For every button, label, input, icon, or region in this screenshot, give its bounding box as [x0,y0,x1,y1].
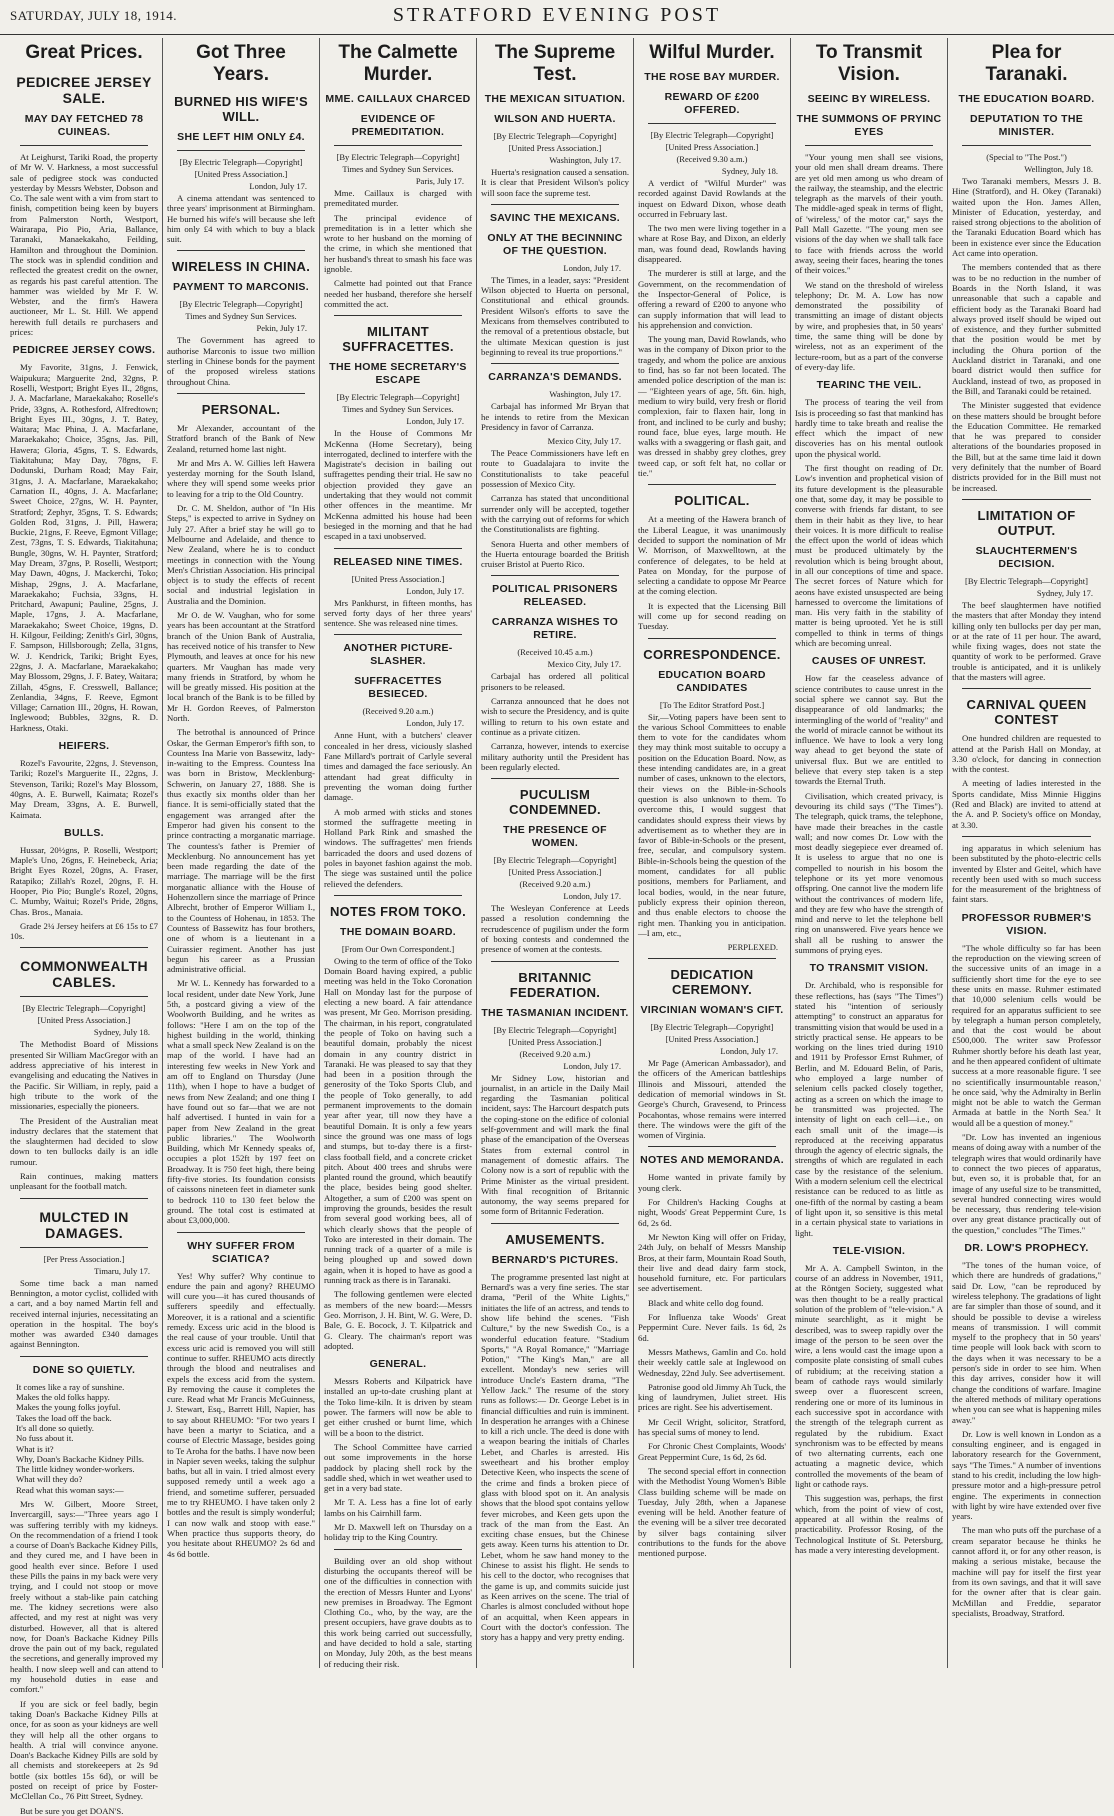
dateline: [By Electric Telegraph—Copyright] [336,152,460,162]
article-paragraph: Mme. Caillaux is charged with premeditated murder. [324,188,472,209]
column-rule [20,996,148,997]
article-paragraph: The beef slaughtermen have notified the masters that after Monday they intend killing only ten bullocks per day per man, or at the rate of 11 per hour. The award, while fixing wages, does not state the quantity of work to be performed. Grave trouble is anticipated, and it is unlikely that the masters will agree. [952,599,1101,682]
column-7 [948,38,1105,1668]
subheading: SHE LEFT HIM ONLY £4. [177,131,305,143]
article-paragraph: Carranza, however, intends to exercise military authority until the President has been regularly elected. [481,741,629,772]
article-paragraph: "Your young men shall see visions, your old men shall dream dreams. There are yet old men among us who dream of the railway, the steamship, and the electric telegraph as the marvels of their youth. The middle-aged speak in terms of flight, of 'wireless,' of the motor car," says the Pall Mall Gazette. "The young men see visions of the day when we shall talk face to face with friends across the world away, seeing their faces, hearing the tones of their voices." [795,152,943,276]
dateline: London, July 17. [563,891,621,902]
article-paragraph: Some time back a man named Bennington, a motor cyclist, collided with a cart, and a boy named Martin fell and received internal injuries, necessitating an operation in the hospital. The boy's mother was awarded £340 damages against Bennington. [10,1277,158,1350]
column-1 [6,38,163,1816]
column-rule [334,634,462,635]
article-paragraph: The following gentlemen were elected as members of the new board:—Messrs Geo. Morrison, J. H. Bint, W. G. Were, D. Bale, G. E. Bocock, J. T. Kilpatrick and G. Cleary. The chairman's report was adopted. [324,1289,472,1351]
subheading: RELEASED NINE TIMES. [333,555,463,568]
article-paragraph: The School Committee have carried out some improvements in the horse paddock by placing shell rock by the saddle shed, which in wet weather used to get in a very bad state. [324,1441,472,1494]
article-paragraph: The Peace Commissioners have left en route to Guadalajara to invite the Constitutionalists to take peaceful possession of Mexico City. [481,448,629,490]
article-paragraph: Carranza has stated that unconditional surrender only will be accepted, together with the carrying out of reforms for which the Constitutionalists are fighting. [481,493,629,535]
dateline: London, July 17. [720,1046,778,1057]
subheading: ANOTHER PICTURE-SLASHER. [343,642,453,668]
article-paragraph: Sir,—Voting papers have been sent to the various School Committees to enable them to vote for the candidates whom they may think most suitable to occupy a position on the Education Board. Now, as these intending candidates are, in a great number of cases, unknown to the electors, their views on the Bible-in-Schools question is also unknown to them. To overcome this, I would suggest that candidates should express their views by advertisement as to whether they are in favor of Bible-in-Schools or the present, free, secular, and compulsory system. Bible-in-Schools being the question of the moment, candidates for all public positions, members for Parliament, and local bodies, would, in the near future, publicly express their opinion thereon, and thus enable electors to choose the right men. Thanking you in anticipation.—I am, etc., [638,711,786,938]
subheading: WIRELESS IN CHINA. [171,259,311,275]
article-paragraph: ing apparatus in which selenium has been substituted by the photo-electric cells invented by Elster and Geitel, which have recently been used with so much success for the measurement of the brightness of faint stars. [952,842,1101,905]
dateline: Wellington, July 18. [1024,164,1093,174]
dateline: [To The Editor Stratford Post.] [659,699,765,710]
article-paragraph: In the House of Commons Mr McKenna (Home Secretary), being interrogated, declined to interfere with the Magistrate's decision in bailing out suffragettes pending their trial. He saw no objection provided they gave an undertaking that they would not commit other offences in the meantime. Mr McKenna admitted his house had been besieged in the morning and that he had escaped in a taxi unobserved. [324,428,472,542]
article-paragraph: Mr T. A. Less has a fine lot of early lambs on his Cairnhill farm. [324,1497,472,1518]
dateline: PERPLEXED. [727,942,778,953]
article-paragraph: The Methodist Board of Missions presented Sir William MacGregor with an address appreciative of his interest in evangelising and educating the Natives in the Pacific. Sir William, in reply, paid a high tribute to the work of the missionaries, especially the pioneers. [10,1039,158,1112]
dateline: Timaru, July 17. [94,1265,150,1276]
subheading: THE DOMAIN BOARD. [340,925,456,938]
subheading: TELE-VISION. [832,1244,906,1257]
subheading: LIMITATION OF OUTPUT. [977,507,1076,538]
column-rule [491,363,619,364]
article-paragraph: Mr Cecil Wright, solicitor, Stratford, has special sums of money to lend. [638,1416,786,1438]
newspaper-title: STRATFORD EVENING POST [392,4,722,26]
article-paragraph: The process of tearing the veil from Isis is proceeding so fast that mankind has hardly time to take breath and realise the effect which the impact of new discoveries has on his mental outlook upon the physical world. [795,397,943,459]
subheading: MAY DAY FETCHED 78 CUINEAS. [24,113,144,138]
column-rule [177,393,305,394]
column-rule [648,638,776,639]
dateline: [By Electric Telegraph—Copyright] [336,392,460,403]
dateline: [United Press Association.] [194,169,288,179]
subheading: SAVINC THE MEXICANS. [489,211,621,224]
article-paragraph: The murderer is still at large, and the Government, on the recommendation of the Inspector-General of Police, is offering a reward of £200 to anyone who can supply information that will lead to his apprehension and conviction. [638,268,786,330]
subheading: THE EDUCATION BOARD. [958,93,1095,105]
column-rule [20,1247,148,1248]
article-paragraph: How far the ceaseless advance of science contributes to cause unrest in the social sphere we cannot say. But the disappearance of old landmarks; the intermingling of the world of "reality" and the world of miracle cannot be without its influence. We have to look a very long way ahead to get beyond the state of universal flux. But we are entitled to believe that every step taken is a step towards the Eternal Truth. [795,673,943,787]
dateline: Mexico City, July 17. [547,659,621,670]
subheading: HEIFERS. [58,740,110,753]
subheading: BULLS. [64,826,104,839]
subheading: EVIDENCE OF PREMEDITATION. [351,113,445,138]
article-paragraph: Owing to the term of office of the Toko Domain Board having expired, a public meeting was held in the Toko Coronation Hall on Monday last for the purpose of electing a new board. A fair attendance was present, Mr Geo. Morrison presiding. The chairman, in his report, congratulated the people of Toko on having such a beautiful domain, probably the nicest domain in any country district in Taranaki. He was pleased to say that they had been in a position through the generosity of the Toko Sports Club, and the people of Toko generally, to add permanent improvements to the domain year after year, till now they have a beautiful Domain. It is only a few years since the ground was one mass of logs and stumps, but to-day there is a first-class football field, and a concrete cricket pitch. About 400 trees and shrubs were planted round the ground, which beautify the place, besides being good shelter. Altogether, a sum of £200 was spent on improving the grounds, besides the result from several good working bees, all of which clearly shows that the people of Toko are interested in their domain. The running track of a quarter of a mile is being ploughed up and sowed down again, when it is hoped to have as good a running track as there is in Taranaki. [324,955,472,1286]
subheading: NOTES AND MEMORANDA. [640,1154,784,1167]
column-rule [648,1146,776,1147]
dateline: Sydney, July 18. [721,166,778,176]
column-rule [334,315,462,316]
dateline: (Received 9.20 a.m.) [519,1048,591,1059]
subheading: DONE SO QUIETLY. [32,1363,136,1376]
subheading: PUCULISM CONDEMNED. [509,787,601,818]
subheading: MME. CAILLAUX CHARCED [325,93,471,105]
subheading: POLITICAL. [674,493,750,509]
dateline: London, July 17. [406,416,464,427]
subheading: DEPUTATION TO THE MINISTER. [969,113,1084,138]
subheading: CAUSES OF UNREST. [811,655,927,668]
dateline: [By Electric Telegraph—Copyright] [493,855,617,866]
subheading: BERNARD'S PICTURES. [491,1253,619,1266]
article-paragraph: Civilisation, which created privacy, is devouring its child says ("The Times"). The telegraph, quick trams, the telephone, have made their breaches in the castle wall; and now comes Dr. Low with the most deadly siegepiece ever dreamed of. It is useless to argue that no one is compelled to nourish in his bosom the telephone or its yet more venomous offspring. One cannot live the modern life without the contrivances of modern life, and they are few who have the strength of mind and nerve to let the telephone bell ring on unanswered. Five years hence we shall all be rushing to answer the summons of prying eyes. [795,790,943,956]
article-paragraph: Dr. Archibald, who is responsible for these reflections, has (says "The Times") stated his "intention of seriously attempting" to construct an apparatus for transmitting vision that would be used in a strictly practical sense. He appears to be working on the lines tried during 1910 and 1911 by Professor Ernst Ruhmer, of Berlin, and M. Edouard Belin, of Paris, who employed a large number of selenium cells packed closely together, acting as a screen on which the image to be transmitted was projected. The intensity of light on each cell—i.e., on each small unit of the image—is reproduced at the receiving apparatus through the agency of electric signals, the strengths of which are regulated in each case by the resistance of the selenium. With a modern selenium cell the electrical resistance can be reduced to as little as one-fifth of the normal by casting a beam of light upon it, so sensitive is this metal in a certain physical state to variations in light. [795,980,943,1238]
article-paragraph: A cinema attendant was sentenced to three years' imprisonment at Birmingham. He burned his wife's will because she left him only £4 with which to buy a black suit. [167,193,315,245]
headline: Great Prices. [25,42,143,63]
dateline: London, July 17. [563,262,621,273]
article-paragraph: Senora Huerta and other members of the Huerta entourage boarded the British cruiser Bristol at Puerto Rico. [481,538,629,570]
article-paragraph: Mr A. A. Campbell Swinton, in the course of an address in November, 1911, at the Röntgen Society, suggested what was then thought to be a really practical solution of the problem of "tele-vision." A minute searchlight, as it might be described, was to sweep rapidly over the image of the person to be seen over the wire, a lens would cast the image upon a composite plate consisting of small cubes of rubidium; at the receiving station a beam of cathode rays would similarly sweep over a fluorescent screen, rendering one or more of its luminous in each successive spot in accordance with the strength of the telegraph current as regulated by the rubidium. Exact synchronism was to be effected by means of two alternating currents, each one actuating a magnetic device, which controlled the movements of the beam of light or cathode rays. [795,1262,943,1490]
column-rule [20,1356,148,1357]
column-rule [20,1198,148,1199]
column-rule [177,150,305,151]
article-paragraph: One hundred children are requested to attend at the Parish Hall on Monday, at 3.30 o'clock, for dancing in connection with the contest. [952,733,1101,775]
subheading: EDUCATION BOARD CANDIDATES [658,668,766,694]
column-rule [491,575,619,576]
dateline: London, July 17. [249,181,307,191]
subheading: WILSON AND HUERTA. [494,113,616,125]
subheading: MILITANT SUFFRACETTES. [342,324,454,355]
column-rule [648,958,776,959]
subheading: DR. LOW'S PROPHECY. [964,1242,1089,1255]
article-paragraph: The betrothal is announced of Prince Oskar, the German Emperor's fifth son, to Countess Ina Marie von Bassewitz, lady-in-waiting to the Empress. Countess Ina was born in Bristow, Mecklenburg-Schwerin, on January 27, 1888. She is thus exactly six months older than her fiance. It is semi-officially stated that the engagement was arranged after the Emperor had given his consent to the prince contracting a morganatic marriage. The countess's father is Premier of Mecklenburg. No announcement has yet been made regarding the date of the marriage. The marriage will be the first morganatic alliance with the House of Hohenzollern since the marriage of Prince Albrecht, brother of Emperor William I., to the Countess of Hohenau, in 1853. The Countess of Bassewitz has four brothers, one of whom is a lieutenant in a Cuirassier regiment. Another has just begun his career as a Prussian administrative official. [167,727,315,975]
article-paragraph: Black and white cello dog found. [648,1297,764,1308]
dateline: Paris, July 17. [415,176,464,186]
column-rule [491,1223,619,1224]
article-paragraph: The Minister suggested that evidence on these matters should be brought before the Education Committee. He remarked that he was prepared to consider alterations of the boundaries proposed in the Bill, but at the same time laid it down very definitely that the number of Board districts provided for in the Bill must not be increased. [952,400,1101,493]
article-paragraph: Mr O. de W. Vaughan, who for some years has been accountant at the Stratford branch of the Union Bank of Australia, has received notice of his transfer to New Plymouth, and leaves at once for his new quarters. Mr Vaughan has made very many friends in Stratford, by whom he will be greatly missed. His position at the local branch of the Bank is to be filled by Mr H. Gordon Reeves, of Palmerston North. [167,610,315,723]
article-paragraph: For Influenza take Woods' Great Peppermint Cure. Never fails. 1s 6d, 2s 6d. [638,1312,786,1343]
article-paragraph: Yes! Why suffer? Why continue to endure the pain and agony? RHEUMO will cure you—it has cured thousands of sufferers speedily and effectually. Moreover, it is a rational and a scientific remedy. Excess uric acid in the blood is the real cause of your trouble. Until that excess uric acid is removed you will still continue to suffer. RHEUMO acts directly through the blood and neutralises and expels the excess acid from the system. By removing the cause it completes the cure. Read what Mr Francis McGuinness, J. Stewart, Esq., Barrett Hill, Napier, has to say about RHEUMO: "For two years I have been a martyr to Sciatica, and a course of Electric Massage, besides going to Te Aroha for the baths. I have now been in Napier seven weeks, taking the sulphur baths, but all in vain. I tried almost every supposed remedy until a week ago a friend, and sometime sufferer, persuaded me to try RHEUMO. I have taken only 2 bottles and the result is simply wonderful; I can now walk and stoop with ease." When practice thus supports theory, do you hesitate about RHEUMO? 2s 6d and 4s 6d bottle. [167,1270,315,1559]
subheading: CARRANZA WISHES TO RETIRE. [491,616,619,642]
article-paragraph: The first thought on reading of Dr. Low's invention and prophetical vision of its future development is the pleasurable one that, some day, it may be possible to converse with friends far distant, to see them in their habit as they live, to hear their voices. It is more difficult to realise the effect upon the world of ideas which must be produced ultimately by the revolution which is being brought about, in all our conceptions of time and space. The secret forces of Nature which for aeons have existed unsuspected are being harnessed to overcome the limitations of man. His very faith in the stability of matter is being uprooted. Yet he is still compelled to think in terms of things which are becoming unreal. [795,463,943,649]
subheading: TEARINC THE VEIL. [816,379,922,392]
column-rule [962,688,1091,689]
dateline: Washington, July 17. [549,389,621,400]
article-paragraph: "The whole difficulty so far has been the reproduction on the viewing screen of the successive units of an image in a sufficiently short time for the eye to see these units en masse. Ruhmer estimated that 10,000 selenium cells would be required for an apparatus sufficient to see by telegraph a human person completely, and that the cost would be about £500,000. The writer saw Professor Ruhmer shortly before his death last year, and he then appeared confident of ultimate success at a more reasonable figure. 'I see no scientifically insurmountable reason,' he once said, 'why the Admiralty in Berlin might not be able to watch the German Armada at battle in the North Sea.' It would all be a question of money." [952,942,1101,1128]
dateline: [United Press Association.] [37,1015,131,1026]
article-paragraph: Mr W. L. Kennedy has forwarded to a local resident, under date New York, June 5th, a postcard giving a view of the Woolworth Building, and he writes as follows: "Here I am on the top of the highest building in the world, thinking what a small speck New Zealand is on the map of the world. I have had an interesting few weeks in New York and am off to England on Thursday (June 11th), when I hope to have a budget of news from New Zealand; and one thing I have found out so far—that we are not half advertised. I hunted in vain for a paper from New Zealand in the great public libraries." The Woolworth Building, which Mr Kennedy speaks of, occupies a plot 152ft by 197 feet on Broadway. It is 750 feet high, there being fifty-five stories. Its foundation consists of caissons nineteen feet in diameter sunk to bedrock 110 to 130 feet below the ground. The total cost is estimated at about £3,000,000. [167,978,315,1226]
dateline: [United Press Association.] [351,573,445,584]
article-paragraph: "The tones of the human voice, of which there are hundreds of gradations," said Dr. Low, "can be reproduced by wireless telephony. The gradations of light are far simpler than those of sound, and it should be possible to devise a wireless means of transmission. I will commit myself to the prophecy that in 50 years' time people will look back with scorn to the days when it was necessary to be a person's side in order to see him. When this day arrives, consider how it will change the conditions of warfare. Imagine the altered methods of military operations when you can see what is happening miles away." [952,1260,1101,1425]
dateline: [United Press Association.] [508,867,602,878]
subheading: DEDICATION CEREMONY. [670,967,754,998]
article-paragraph: Hussar, 20½gns, P. Roselli, Westport; Maple's Uno, 26gns, F. Heinebeck, Aria; Bright Eyes Rozel, 20gns, A. Fraser, Ratapiko; Zillah's Rozel, 20gns, F. H. Hooper, Pio Pio; Bungle's Rozel, 20gns, C. Mumby, Waitui; Rozel's Pride, 28gns, Chas. Bros., Manaia. [10,844,158,917]
dateline: London, July 17. [406,585,464,596]
subheading: BRITANNIC FEDERATION. [509,969,601,1000]
columns-container [6,38,1108,1816]
article-paragraph: The members contended that as there was to be no reduction in the number of Boards in the North Island, it was unreasonable that such a capable and efficient body as the Taranaki Board had always proved itself should be wiped out of existence, and they further submitted that the position would be met by including the Ohura portion of the Auckland district in Taranaki, and one board district would then suffice for Auckland, instead of two, as proposed in the Bill, and Taranaki could be retained. [952,262,1101,396]
column-rule [20,145,148,146]
dateline: Sydney, July 17. [1036,587,1093,598]
dateline: (Received 10.45 a.m.) [517,647,593,658]
article-paragraph: The Times, in a leader, says: "President Wilson objected to Huerta on personal, Constitutional and ethical grounds. President Wilson's efforts to save the Mexicans from themselves contributed to the removal of a pretentious obstacle, but the ultimate Mexican question is just beginning to reveal its true proportions." [481,274,629,357]
article-paragraph: Mrs Pankhurst, in fifteen months, has served forty days of her three years' sentence. She was released nine times. [324,597,472,629]
masthead [0,0,1114,35]
dateline: [United Press Association.] [508,143,602,153]
article-paragraph: Mr D. Maxwell left on Thursday on a holiday trip to the King Country. [324,1522,472,1543]
article-paragraph: A mob armed with sticks and stones stormed the suffragette meeting in Holland Park Rink and smashed the windows. The suffragettes' men friends barricaded the doors and used dozens of poles in bayonet fashion against the mob. The siege was sustained until the police relieved the defenders. [324,806,472,889]
article-paragraph: Two Taranaki members, Messrs J. B. Hine (Stratford), and H. Okey (Taranaki) waited upon the Hon. James Allen, Minister of Education, yesterday, and raised strong objections to the abolition of the Taranaki Education Board which has been in existence ever since the Education Act came into operation. [952,176,1101,259]
subheading: AMUSEMENTS. [505,1231,605,1247]
subheading: SEEINC BY WIRELESS. [807,93,931,105]
subheading: VIRCINIAN WOMAN'S CIFT. [640,1004,784,1017]
subheading: SUFFRACETTES BESIECED. [354,675,442,701]
article-paragraph: At a meeting of the Hawera branch of the Liberal League, it was unanimously decided to support the nomination of Mr W. Morrison, of Maxwelltown, at the conference of delegates, to be held at Patea on Monday, for the purpose of selecting a candidate to oppose Mr Pearce at the coming election. [638,514,786,597]
dateline: [United Press Association.] [665,142,759,152]
headline: Wilful Murder. [649,42,775,63]
column-5 [634,38,791,1668]
subheading: NOTES FROM TOKO. [329,903,466,919]
verse-text: It comes like a ray of sunshine. Makes the old folks happy. Makes the young folks joyful. Takes the load off the back. It's all done so quietly. No fuss about it. What is it? Why, Doan's Backache Kidney Pills. The little kidney wonder-workers. What will they do? Read what this woman says:— [16,1381,144,1495]
article-paragraph: Rozel's Favourite, 22gns, J. Stevenson, Tariki; Rozel's Marguerite II., 22gns, J. Stevenson, Tariki; Rozel's May Blossom, 40gns, A. E. Burwell, Kaimata; Rozel's May Dream, 33gns, A. E. Burwell, Kaimata. [10,758,158,820]
dateline: [By Electric Telegraph—Copyright] [965,575,1088,586]
subheading: PERSONAL. [201,401,281,417]
column-6 [791,38,948,1668]
article-paragraph: A verdict of "Wilful Murder" was recorded against David Rowlands at the inquest on Edward Dixon, whose death occurred in February last. [638,178,786,219]
column-4 [477,38,634,1668]
subheading: ONLY AT THE BECINNINC OF THE QUESTION. [487,231,623,257]
article-paragraph: Mrs W. Gilbert, Moore Street, Invercargill, says:—"Three years ago I was suffering terribly with my kidneys. On the recommendation of a friend I took a course of Doan's Backache Kidney Pills, and they cured me, and I have been in good health ever since. Before I used these Pills the pains in my back were very trying, and I could not stoop or move freely without a stab-like pain catching me. The kidney secretions were also affected, and my rest at night was very disturbed. However, all that is altered now, for Doan's Backache Kidney Pills drove the pain out of my back, regulated the secretions, and generally improved my health. I now sleep well and can attend to my household duties in ease and comfort." [10,1498,158,1695]
subheading: SLAUCHTERMEN'S DECISION. [975,544,1078,570]
headline: The Supreme Test. [494,42,616,85]
article-paragraph: For Chronic Chest Complaints, Woods' Great Peppermint Cure, 1s 6d, 2s 6d. [638,1441,786,1462]
dateline: [By Electric Telegraph—Copyright] [179,157,303,167]
column-rule [962,145,1091,146]
subheading: CARNIVAL QUEEN CONTEST [966,697,1087,728]
article-paragraph: Carranza announced that he does not wish to secure the Presidency, and is quite willing to return to his own estate and continue as a private citizen. [481,696,629,737]
article-paragraph: Rain continues, making matters unpleasant for the football match. [10,1171,158,1192]
subheading: TO TRANSMIT VISION. [809,962,929,975]
article-paragraph: If you are sick or feel badly, begin taking Doan's Backache Kidney Pills at once, for as soon as your kidneys are well they will help all the other organs to health. A trial will convince anyone. Doan's Backache Kidney Pills are sold by all chemists and storekeepers at 2s 9d bottle (six bottles 15s 6d), or will be posted on receipt of price by Foster-McClellan Co., 76 Pitt Street, Sydney. [10,1698,158,1802]
article-paragraph: Mr Newton King will offer on Friday, 24th July, on behalf of Messrs Manship Bros, at their farm, Mountain Road South, their live and dead dairy farm stock, household furniture, etc. For particulars see advertisement. [638,1231,786,1294]
dateline: Times and Sydney Sun Services. [185,311,297,322]
article-paragraph: Mr Alexander, accountant of the Stratford branch of the Bank of New Zealand, returned home last night. [167,422,315,454]
subheading: PEDICREE JERSEY SALE. [16,74,152,106]
article-paragraph: The programme presented last night at Bernard's was a very fine series. The star drama, "Peril of the White Lights," initiates the life of an actress, and tends to show life behind the scenes. "Fish Culture," by the new Swedish Co., is a wonderful education feature. "Stadium Sports," "A Royal Romance," "Marriage Potion," "The King's Man," are all excellent. Monday's new series will introduce Uncle's Eastern drama, "The Yellow Jack." The resume of the story runs as follows:— Dr. George Lebet is in financial difficulties and ruin is imminent. In desperation he arranges with a Chinese to kill a rich uncle. The deed is done with a weapon bearing the initials of Charles Lebet, and Charles is arrested. His sweetheart and his brother employ Detective Keen, who inspects the scene of the crime and finds a broken piece of glass with blood spot on it. An analysis shows that the blood spot contains yellow fever microbes, and Keen gets upon the track of the man from the East. An exciting chase ensues, but the Chinese gets away. Keen turns his attention to Dr. Lebet, whom he saw hand money to the Chinese to assist his flight. He sends to his cell to the doctor, who recognises that the game is up, and commits suicide just as Keen arrives on the scene. The trial of Charles is almost concluded without hope of an acquittal, when Keen appears in Court with the doctor's confession. The story has a happy and very pretty ending. [481,1271,629,1643]
article-paragraph: The President of the Australian meat industry declares that the statement that the slaughtermen had decided to slow down to ten bullocks daily is an idle rumour. [10,1115,158,1167]
dateline: [From Our Own Correspondent.] [341,943,455,954]
subheading: THE MEXICAN SITUATION. [484,93,626,105]
article-paragraph: Mr and Mrs A. W. Gillies left Hawera yesterday morning for the South Island, where they will spend some weeks prior to leaving for a trip to the Old Country. [167,457,315,499]
dateline: [Per Press Association.] [43,1253,125,1264]
column-2 [163,38,320,1668]
article-paragraph: Huerta's resignation caused a sensation. It is clear that President Wilson's policy will soon face the supreme test. [481,167,629,198]
subheading: THE HOME SECRETARY'S ESCAPE [329,361,467,387]
dateline: Times and Sydney Sun Services. [342,164,454,174]
article-paragraph: The principal evidence of premeditation is in a letter which she wrote to her husband on the morning of the crime, in which she mentioned that her husband's threat to smash his face was ignoble. [324,212,472,275]
article-paragraph: We stand on the threshold of wireless telephony; Dr. M. A. Low has now demonstrated the possibility of transmitting an image of distant objects by wire, and prophesies that, in 50 years' time, the same thing will be done by wireless, not as an experiment of the lecture-room, but as a part of the converse of every-day life. [795,279,943,372]
article-paragraph: The second special effort in connection with the Methodist Young Women's Bible Class building scheme will be made on Tuesday, July 28th, when a Japanese evening will be held. Another feature of the evening will be a silver tree decorated by silver bags containing silver contributions to the funds for the above mentioned purpose. [638,1465,786,1559]
subheading: PAYMENT TO MARCONIS. [173,281,309,294]
subheading: REWARD OF £200 OFFERED. [664,91,760,116]
dateline: Pekin, July 17. [256,323,307,334]
column-rule [805,145,933,146]
column-rule [334,548,462,549]
column-rule [334,895,462,896]
dateline: Mexico City, July 17. [547,436,621,447]
article-paragraph: Messrs Roberts and Kilpatrick have installed an up-to-date crushing plant at the Toko lime-kiln. It is driven by steam power. The farmers will now be able to get either crushed or burnt lime, which will be a boon to the district. [324,1376,472,1438]
subheading: MULCTED IN DAMAGES. [39,1208,129,1241]
subheading: GENERAL. [369,1358,427,1371]
column-rule [491,961,619,962]
column-rule [648,484,776,485]
headline: Plea for Taranaki. [985,42,1068,85]
column-rule [177,1232,305,1233]
article-paragraph: Patronise good old Jimmy Ah Tuck, the king of laundrymen, Juliet street. His prices are right. See his advertisement. [638,1381,786,1413]
article-paragraph: This suggestion was, perhaps, the first which, from the point of view of cost, appeared at all within the realms of practicability. Professor Rosing, of the Technological Institute of St. Petersburg, has made a very interesting development. [795,1493,943,1555]
article-paragraph: My Favorite, 31gns, J. Fenwick, Waipukura; Marguerite 2nd, 32gns, P. Roselli, Westport; Bright Eyes II., 28gns, J. A. Macfarlane, Maraekakaho; Roselle's Pride, 33gns, A. Rothesford, Alfredtown; Bright Eyes III., 30gns, J. T. Batey, Waitara; Mac Phina, J. A. Macfarlane, Maraekakaho; Choice, 35gns, Jas. Pill, Hawera; Gloria, 45gns, T. S. Edwards, Tiakitahuna; May Day, 78gns, F. Dodunski, Durham Road; May Fair, 31gns, J. A. Macfarlane, Maraekakaho; Carnation II., 40gns, J. A. Macfarlane; Sweet Choice, 27gns, W. H. Paynter, Stratford; Zephyr, 35gns, T. S. Edwards; Golden Rod, 31gns, J. Pill, Hawera; Buckie, 21gns, F. Reeve, Egmont Village; Zest, 73gns, T. S. Edwards, Tiakitahuna; Bungle, 30gns, W. H. Paynter, Stratford; May Dream, 37gns, P. Roselli, Westport; May Dawn, 40gns, J. Mackerchi, Toko; Mishap, 29gns, J. A. Macfarlane, Maraekakaho; Fuchsia, 33gns, H. Pritchard, Awapuni; Pauline, 25gns, J. Maple, 17gns, J. A. Macfarlane, Maraekakaho; Sweet Choice, 19gns, D. H. Kilgour, Feilding; Zenith's Girl, 30gns, F. Sampson, Hillsborough; Zella, 31gns, W. J. Kendrick, Tariki; Bright Eyes, 22gns, J. A. Macfarlane, Maraekakaho; May Blossom, 29gns, J. F. Batey, Waitara; Zillah, 45gns, F. Cresswell, Ballance; Zenlandia, 34gns, F. Reeve, Egmont Village; Carnation III., 20gns, H. Rowan, Inglewood; Bubbles, 32gns, R. D. Harkness, Otaki. [10,362,158,733]
column-rule [962,499,1091,500]
column-3 [320,38,477,1668]
subheading: CARRANZA'S DEMANDS. [488,371,622,384]
column-rule [334,145,462,146]
dateline: [By Electric Telegraph—Copyright] [179,299,303,310]
subheading: CORRESPONDENCE. [643,646,781,662]
article-paragraph: For Children's Hacking Coughs at night, Woods' Great Peppermint Cure, 1s 6d, 2s 6d. [638,1197,786,1228]
article-paragraph: The man who puts off the purchase of a cream separator because he thinks he cannot afford it, or for any other reason, is making a serious mistake, because the machine will pay for itself the first year from its own savings, and that it will save for the owner after that is clear gain. McMillan and Freddie, separator specialists, Broadway, Stratford. [952,1525,1101,1618]
column-rule [962,836,1091,837]
column-rule [648,123,776,124]
article-paragraph: At Leighurst, Tariki Road, the property of Mr W. V. Harkness, a most successful sale of pedigree stock was conducted yesterday by Messrs Webster, Dobson and Co. The sale went with a vim from start to finish, competition being keen by buyers from Palmerston North, Westport, Wairarapa, Pio Pio, Aria, Ballance, Taranaki, Manaekakaho, Feilding, Hamilton and throughout the Dominion. The stock was in splendid condition and reflected the greatest credit on the owner, as regards his past careful attention. The hammer was wielded by Mr F. W. Webster, and the firm's Hawera auctioneer, Mr L. St. Hill. We append herewith full details re purchasers and prices: [10,152,158,338]
article-paragraph: Dr. Low is well known in London as a consulting engineer, and is engaged in laboratory research for the Government, says "The Times." A number of inventions stand to his credit, including the low high-pressure motor and a high-pressure petrol engine. The experiments in connection with light by wire have extended over five years. [952,1428,1101,1522]
article-paragraph: Home wanted in private family by young clerk. [638,1172,786,1193]
dateline: [By Electric Telegraph—Copyright] [650,1022,774,1033]
headline: To Transmit Vision. [815,42,923,85]
article-paragraph: Dr. C. M. Sheldon, author of "In His Steps," is expected to arrive in Sydney on July 27. After a brief stay he will go to Melbourne and Adelaide, and thence to New Zealand, where he is to conduct meetings in connection with the Young Men's Christian Association. His principal object is to study the effects of recent social and industrial legislation in Australia and the Dominion. [167,503,315,606]
headline: The Calmette Murder. [338,42,458,85]
column-rule [491,778,619,779]
subheading: COMMONWEALTH CABLES. [20,958,148,991]
article-paragraph: The young man, David Rowlands, who was in the company of Dixon prior to the tragedy, and whom the police are anxious to find, has so far not been located. The amended police description of the man is:— "Eighteen years of age, 5ft. 6in. high, medium to wiry build, very fresh or florid complexion, fair to flaxen hair, long in front, and inclined to be curly and bushy; round face, blue eyes, large mouth. He walks with a swaggering or flash gait, and was dressed in shabby grey clothes, grey tweed cap, or soft felt hat, no collar or tie." [638,334,786,479]
subheading: THE ROSE BAY MURDER. [644,71,780,83]
dateline: [United Press Association.] [508,1036,602,1047]
article-paragraph: "Dr. Low has invented an ingenious means of doing away with a number of the telegraph wires that would ordinarily have to connect the two pieces of apparatus, but, even so, it is probable that, for an image of any useful size to be transmitted, several hundred connecting wires would be necessary, thus rendering tele-vision over any great distance practically out of the question," concludes "The Times." [952,1132,1101,1235]
article-paragraph: Messrs Mathews, Gamlin and Co. hold their weekly cattle sale at Inglewood on Wednesday, 22nd July. See advertisement. [638,1346,786,1378]
column-rule [334,1549,462,1550]
article-paragraph: Grade 2¼ Jersey heifers at £6 15s to £7 10s. [10,920,158,942]
dateline: Sydney, July 18. [93,1027,150,1038]
article-paragraph: Carbajal has ordered all political prisoners to be released. [481,671,629,692]
dateline: [United Press Association.] [665,1034,759,1045]
dateline: [By Electric Telegraph—Copyright] [493,131,617,141]
dateline: Washington, July 17. [549,155,621,165]
subheading: THE TASMANIAN INCIDENT. [481,1006,629,1019]
dateline: [By Electric Telegraph—Copyright] [493,1024,617,1035]
subheading: PEDICREE JERSEY COWS. [12,344,156,357]
dateline: [By Electric Telegraph—Copyright] [650,130,774,140]
article-paragraph: A meeting of ladies interested in the Sports candidate, Miss Minnie Higgins (Red and Black) are invited to attend at the A. and P. Society's office on Monday, at 3.30. [952,778,1101,830]
subheading: PROFESSOR RUBMER'S VISION. [961,911,1092,937]
subheading: BURNED HIS WIFE'S WILL. [174,94,308,124]
dateline: Times and Sydney Sun Services. [342,404,454,415]
column-rule [177,250,305,251]
subheading: WHY SUFFER FROM SCIATICA? [187,1239,295,1265]
article-paragraph: Building over an old shop without disturbing the occupants thereof will be one of the difficulties in connection with the erection of Messrs Hunter and Lyons' new premises in Broadway. The Egmont Clothing Co., who, by the way, are the present occupiers, have grave doubts as to this work being carried out successfully, and have decided to hold a sale, starting on Monday, July 20th, as the best means of reducing their risk. [324,1555,472,1669]
article-paragraph: The two men were living together in a whare at Rose Bay, and Dixon, an elderly man, was found dead, Rowlands having disappeared. [638,223,786,265]
dateline: London, July 17. [406,718,464,729]
article-paragraph: It is expected that the Licensing Bill will come up for second reading on Tuesday. [638,600,786,632]
dateline: (Special to "The Post.") [986,152,1067,162]
article-paragraph: Mr Sidney Low, historian and journalist, in an article in the Daily Mail regarding the Tasmanian political incident, says: The Harcourt despatch puts the coping-stone on the edifice of colonial self-government and will mark the final phase of the emancipation of the Overseas States from external control in management of domestic affairs. The Colony now is a sort of republic with the Prime Minister as the virtual president. With final recognition of Britannic autonomy, the way seems prepared for some form of Britannic Federation. [481,1072,629,1217]
article-paragraph: Mr Page (American Ambassador), and the officers of the American battleships Illinois and Missouri, attended the dedication of memorial windows in St. George's Church, Gravesend, to Princess Pocahontas, whose remains were interred there. The windows were the gift of the women of Virginia. [638,1058,786,1141]
column-rule [20,947,148,948]
article-paragraph: But be sure you get DOAN'S. [20,1805,124,1816]
dateline: (Received 9.30 a.m.) [676,154,748,164]
headline: Got Three Years. [196,42,286,85]
dateline: London, July 17. [563,1060,621,1071]
dateline: (Received 9.20 a.m.) [519,879,591,890]
issue-date: SATURDAY, JULY 18, 1914. [10,8,177,23]
subheading: THE PRESENCE OF WOMEN. [503,824,607,850]
article-paragraph: The Government has agreed to authorise Marconis to issue two million sterling in Chinese bonds for the payment of the proposed wireless stations throughout China. [167,335,315,387]
subheading: THE SUMMONS OF PRYINC EYES [796,113,942,138]
dateline: [By Electric Telegraph—Copyright] [22,1003,146,1014]
column-rule [491,204,619,205]
dateline: (Received 9.20 a.m.) [362,706,434,717]
article-paragraph: Carbajal has informed Mr Bryan that he intends to retire from the Mexican Presidency in favor of Carranza. [481,401,629,432]
article-paragraph: Calmette had pointed out that France needed her husband, therefore she herself committed the act. [324,278,472,309]
subheading: POLITICAL PRISONERS RELEASED. [492,583,618,609]
article-paragraph: The Wesleyan Conference at Leeds passed a resolution condemning the recrudescence of pugilism under the form of boxing contests and condemned the presence of women at the contests. [481,903,629,955]
article-paragraph: Anne Hunt, with a butchers' cleaver concealed in her dress, viciously slashed Fane Millard's portrait of Carlyle several times and damaged the face seriously. An attendant had great difficulty in preventing the woman doing further damage. [324,730,472,803]
